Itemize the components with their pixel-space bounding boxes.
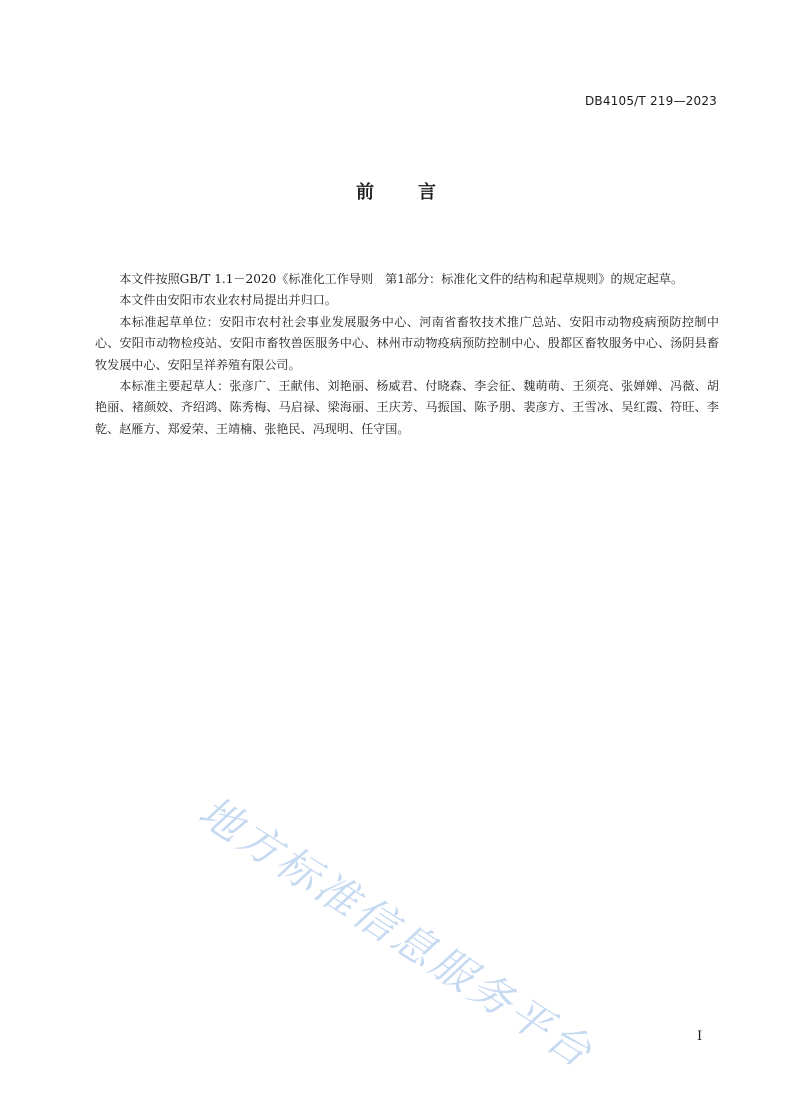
page-title — [0, 178, 792, 204]
paragraph-drafters: 本标准主要起草人：张彦广、王献伟、刘艳丽、杨威君、付晓森、李会征、魏萌萌、王须亮、张婵婵、冯薇、胡艳丽、褚颜姣、齐绍鸿、陈秀梅、马启禄、梁海丽、王庆芳、马振国、陈予朋、裴彦方、王雪冰、吴红霞、符旺、李乾、赵雁方、郑爱荣、王靖楠、张艳民、冯现明、任守国。 — [95, 379, 719, 436]
paragraph-drafting-rules: 本文件按照GB/T 1.1－2020《标准化工作导则 第1部分：标准化文件的结构和起草规则》的规定起草。 — [119, 272, 684, 286]
title-char-1: 前 — [356, 182, 374, 203]
paragraph-proposer: 本文件由安阳市农业农村局提出并归口。 — [119, 293, 337, 308]
title-char-2: 言 — [418, 182, 436, 203]
page-number: I — [697, 1029, 703, 1044]
watermark: 地方标准信息服务平台 — [190, 786, 603, 1079]
foreword-body — [95, 269, 719, 440]
document-code: DB4105/T 219—2023 — [584, 94, 717, 108]
paragraph-drafting-units: 本标准起草单位：安阳市农村社会事业发展服务中心、河南省畜牧技术推广总站、安阳市动物疫病预防控制中心、安阳市动物检疫站、安阳市畜牧兽医服务中心、林州市动物疫病预防控制中心、殷都区畜牧服务中心、汤阴县畜牧发展中心、安阳呈祥养殖有限公司。 — [95, 314, 719, 372]
